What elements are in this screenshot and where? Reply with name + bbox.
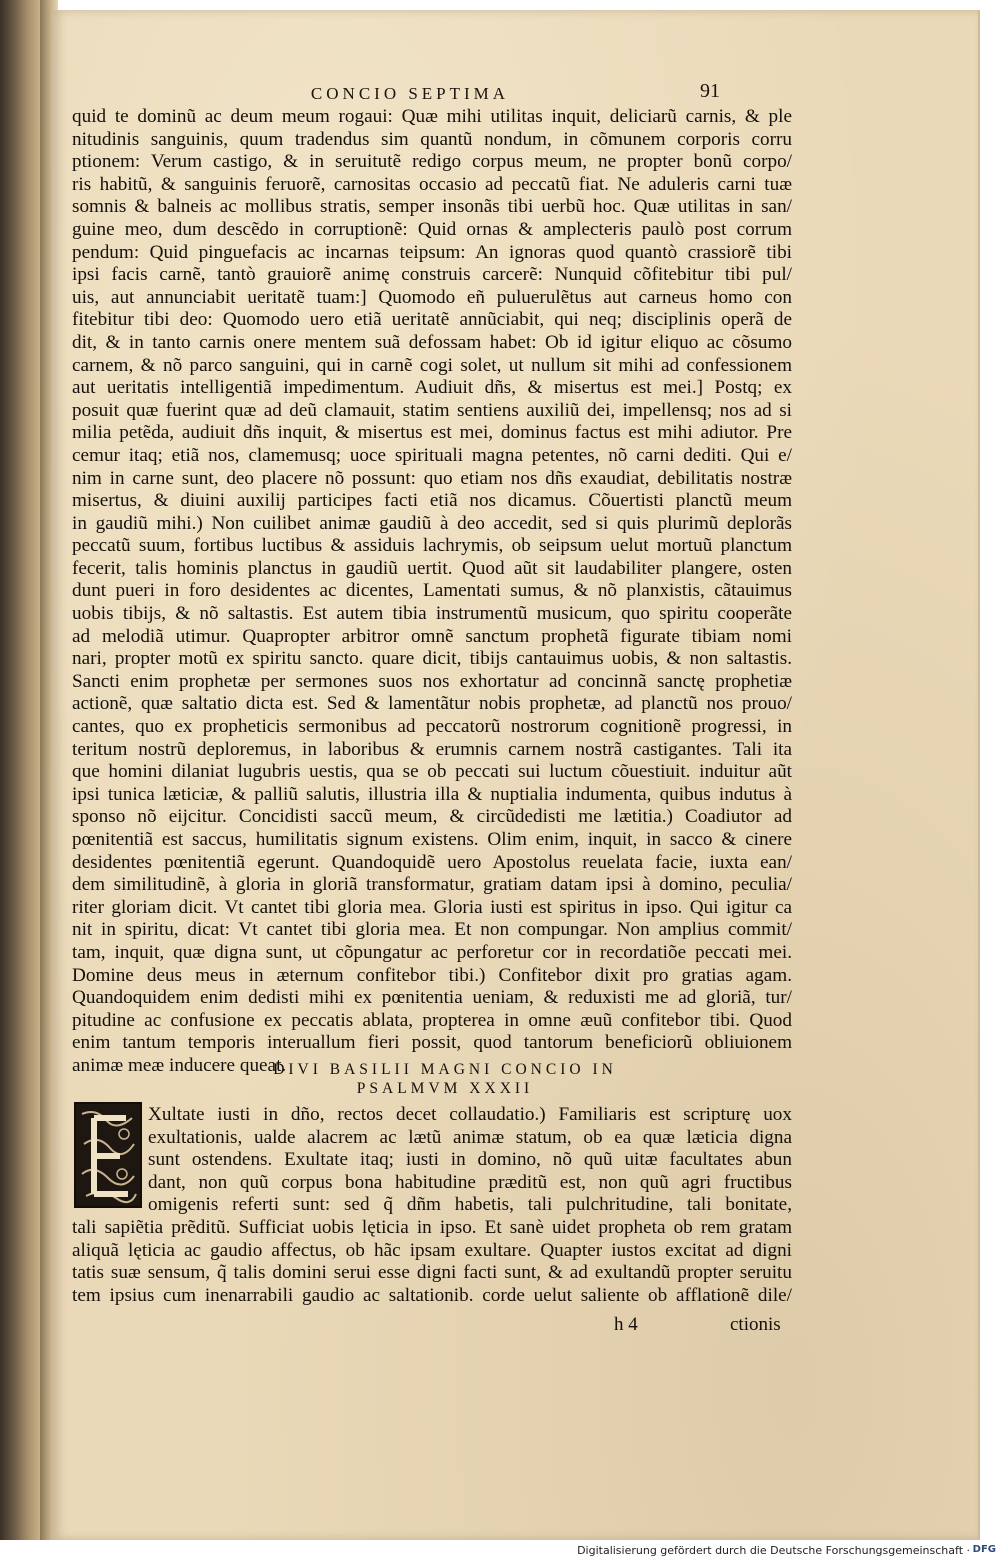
text-line: sunt ostendens. Exultate itaq; iusti in domino, nõ quũ uitæ facultates abun	[148, 1149, 792, 1171]
text-line: dunt pueri in foro desidentes ac dicentes, Lamentati sumus, & nõ planxistis, cãtauimus	[72, 580, 792, 602]
text-line: Sancti enim prophetæ per sermones suos nos exhortatur ad concinnã sanctę prophetiæ	[72, 670, 792, 692]
text-line: carnem, & nõ parco sanguini, qui in carnẽ cogi solet, ut nullum sit mihi ad confessionem	[72, 354, 792, 376]
text-line: Quandoquidem enim dedisti mihi ex pœnitentia ueniam, & reduxisti me ad gloriã, tur/	[72, 987, 792, 1009]
section-heading-line1: DIVI BASILII MAGNI CONCIO IN	[273, 1061, 617, 1078]
text-line: pitudine ac confusione ex peccatis ablata, propterea in omne æuũ confitebor tibi. Quod	[72, 1009, 792, 1031]
text-line: ipsi tunica læticiæ, & palliũ salutis, illustria illa & nuptialia indumenta, quibus indutus à	[72, 783, 792, 805]
text-line: riter gloriam dicit. Vt cantet tibi gloria mea. Gloria iusti est spiritus in ipso. Qui igitur ca	[72, 896, 792, 918]
text-line: enim tantum temporis interuallum fieri possit, quod tantorum beneficiorũ obliuionem	[72, 1032, 792, 1054]
text-line: in gaudiũ mihi.) Non cuilibet animæ gaudiũ à deo accedit, sed si quis plurimũ deplorãs	[72, 512, 792, 534]
text-line: omigenis referti sunt: sed q̃ dñm habetis, tali pulchritudine, tali bonitate,	[148, 1194, 792, 1216]
text-line: tam, inquit, quæ digna sunt, ut cõpungatur ac perforetur cor in recordatiõe peccati mei.	[72, 941, 792, 963]
text-line: dant, non quũ corpus bona habitudine præditũ est, non quũ agri fructibus	[148, 1171, 792, 1193]
text-line: ris habitũ, & sanguinis feruorẽ, carnositas occasio ad peccatũ fiat. Ne aduleris carni tuæ	[72, 173, 792, 195]
text-line: Domine deus meus in æternum confitebor tibi.) Confitebor dixit pro gratias agam.	[72, 964, 792, 986]
text-line: guine meo, dum descẽdo in corruptionẽ: Quid ornas & amplecteris paulò post corrum	[72, 218, 792, 240]
text-line: que homini dilaniat lugubris uestis, qua se ob peccati sui luctum cõuestiuit. induitur aũt	[72, 761, 792, 783]
text-line: nari, propter motũ ex spiritu sancto. quare dicit, tibijs cantauimus uobis, & non saltastis.	[72, 648, 792, 670]
text-line: cemur itaq; etiã nos, clamemusq; uoce spirituali magna petentes, nõ carni dediti. Qui e/	[72, 444, 792, 466]
text-line: Xultate iusti in dño, rectos decet collaudatio.) Familiaris est scripturę uox	[148, 1104, 792, 1125]
text-line: tatis suæ sensum, q̃ talis domini serui esse digni facti sunt, & ad exultandũ propter seruitu	[72, 1262, 792, 1284]
text-line: fecerit, talis hominis planctus in gaudiũ uertit. Quod aũt sit laudabiliter plangere, osten	[72, 557, 792, 579]
signature-mark: h 4	[614, 1314, 638, 1335]
text-line: peccatũ suum, fortibus luctibus & assiduis lachrymis, ob seipsum uelut mortuũ planctum	[72, 535, 792, 557]
text-line: dem similitudinẽ, à gloria in gloriã transformatur, gratiam datam ipsi à domino, peculia/	[72, 874, 792, 896]
folio-number: 91	[700, 80, 720, 102]
text-line: nitudinis sanguinis, quum tradendus sim quantũ nondum, in cõmunem corporis corru	[72, 128, 792, 150]
text-line: tem ipsius cum inenarrabili gaudio ac saltationib. corde uelut saliente ob afflationẽ dile/	[72, 1284, 792, 1306]
text-line: teritum nostrũ deploremus, in laboribus & erumnis carnem nostrã castigantes. Tali ita	[72, 738, 792, 760]
dfg-logo-icon: DFG	[972, 1544, 996, 1555]
continuation-paragraph-block	[72, 1217, 792, 1307]
text-line: nit in spiritu, dicat: Vt cantet tibi gloria mea. Et non compungar. Non amplius commit/	[72, 919, 792, 941]
decorated-initial-e-icon	[74, 1102, 142, 1208]
text-line: sponso nõ eijcitur. Concidisti saccũ meum, & circũdedisti me lætitia.) Coadiutor ad	[72, 806, 792, 828]
text-line: animæ meæ inducere queat.	[72, 1054, 287, 1076]
catchword: ctionis	[730, 1314, 781, 1335]
text-line: actionẽ, quæ saltatio dicta est. Sed & lamentãtur nobis prophetæ, ad planctũ nos prouo/	[72, 693, 792, 715]
text-line: tali sapiẽtia prẽditũ. Sufficiat uobis lęticia in ipso. Et sanè uidet propheta ob rem gratam	[72, 1217, 792, 1238]
text-line: pœnitentiã est saccus, humilitatis signum existens. Olim enim, inquit, in sacco & cinere	[72, 829, 792, 850]
text-line: somnis & balneis ac mollibus stratis, semper insonãs tibi uerbũ hoc. Quæ utilitas in san/	[72, 196, 792, 218]
text-line: misertus, & diuini auxilij participes facti etiã nos dicamus. Cõuertisti planctũ meum	[72, 490, 792, 512]
text-line: exultationis, ualde alacrem ac lætũ animæ statum, ob ea quæ læticia digna	[148, 1126, 792, 1148]
running-head: CONCIO SEPTIMA	[310, 84, 510, 103]
section-heading-line2: PSALMVM XXXII	[356, 1080, 534, 1097]
text-line: pendum: Quid pinguefacis ac incarnas teipsum: An ignoras quod quantò crassiorẽ tibi	[72, 241, 792, 263]
text-line: posuit quæ fuerint quæ ad deũ clamauit, statim sentiens auxiliũ dei, impellensq; nos ad si	[72, 399, 792, 421]
text-line: ipsi facis carnẽ, tantò grauiorẽ animę construis carcerẽ: Nunquid cõfitebitur tibi pul/	[72, 264, 792, 286]
text-line: cantes, quo ex propheticis sermonibus ad peccatorũ nostrorum cognitionẽ progressi, in	[72, 716, 792, 738]
facing-page-edge	[0, 0, 40, 1540]
text-line: aliquã lęticia ac gaudio affectus, ob hãc ipsam exultare. Quapter iustos excitat ad digni	[72, 1239, 792, 1261]
text-line: dit, & in tanto carnis onere mentem suã defossam habet: Ob id igitur eliquo ac cõsumo	[72, 331, 792, 353]
main-text-block	[72, 106, 792, 1078]
text-line: ad melodiã utimur. Quapropter arbitror omnẽ sanctum prophetã figurate tibiam nomi	[72, 625, 792, 647]
text-line: milia petẽda, audiuit dñs inquit, & misertus est mei, dominus factus est mihi adiutor. Pre	[72, 422, 792, 444]
text-line: ptionem: Verum castigo, & in seruitutẽ redigo corpus meum, ne propter bonũ corpo/	[72, 151, 792, 173]
text-line: aut ueritatis intelligentiã impedimentum. Audiuit dñs, & misertus est mei.] Postq; ex	[72, 377, 792, 399]
text-line: nim in carne sunt, deo placere nõ possunt: quo etiam nos dñs exaudiat, debilitatis nostræ	[72, 467, 792, 489]
text-line: quid te dominũ ac deum meum rogaui: Quæ mihi utilitas inquit, deliciarũ carnis, & ple	[72, 106, 792, 127]
text-line: fitebitur tibi deo: Quomodo uero etiã ueritatẽ annũciabit, qui neq; disciplinis operã de	[72, 309, 792, 331]
text-line: desidentes pœnitentiã egerunt. Quandoquidẽ uero Apostolus reuelata facie, iuxta ean/	[72, 851, 792, 873]
text-line: uis, aut annunciabit ueritatẽ tuam:] Quomodo eñ puluerulẽtus aut carneus homo con	[72, 286, 792, 308]
text-line: uobis tibijs, & nõ saltastis. Est autem tibia instrumentũ musicum, quo spiritu cooperãte	[72, 603, 792, 625]
digitization-credit: Digitalisierung gefördert durch die Deutsche Forschungsgemeinschaft ·	[577, 1544, 970, 1557]
initial-paragraph-block	[148, 1104, 792, 1217]
